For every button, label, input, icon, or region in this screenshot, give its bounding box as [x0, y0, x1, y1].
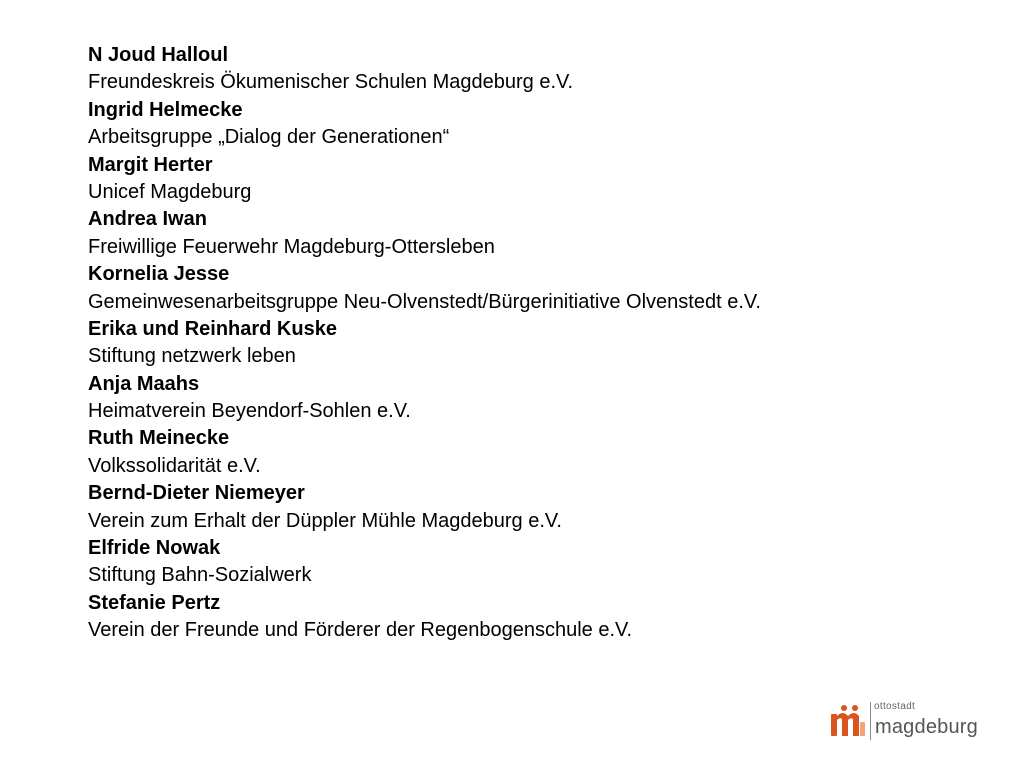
- person-name: Stefanie Pertz: [88, 591, 221, 614]
- honoree-list: [88, 42, 988, 645]
- organization-name: Gemeinwesenarbeitsgruppe Neu-Olvenstedt/Bürgerinitiative Olvenstedt e.V.: [88, 290, 761, 313]
- organization-name: Freiwillige Feuerwehr Magdeburg-Ottersleben: [88, 235, 495, 258]
- organization-name: Verein der Freunde und Förderer der Regenbogenschule e.V.: [88, 619, 633, 642]
- organization-name: Stiftung Bahn-Sozialwerk: [88, 564, 312, 587]
- list-item: [88, 371, 988, 426]
- person-name: Ruth Meinecke: [88, 427, 230, 450]
- organization-name: Arbeitsgruppe „Dialog der Generationen“: [88, 126, 450, 149]
- organization-name: Heimatverein Beyendorf-Sohlen e.V.: [88, 400, 411, 423]
- organization-name: Verein zum Erhalt der Düppler Mühle Magdeburg e.V.: [88, 509, 562, 532]
- list-item: [88, 261, 988, 316]
- organization-name: Stiftung netzwerk leben: [88, 345, 296, 368]
- logo-big-text: magdeburg: [875, 716, 978, 738]
- list-item: [88, 97, 988, 152]
- person-name: Ingrid Helmecke: [88, 98, 243, 121]
- person-name: Margit Herter: [88, 153, 213, 176]
- person-name: Andrea Iwan: [88, 208, 207, 231]
- person-name: N Joud Halloul: [88, 44, 228, 66]
- logo-small-text: ottostadt: [874, 701, 916, 712]
- organization-name: Volkssolidarität e.V.: [88, 454, 261, 477]
- organization-name: Freundeskreis Ökumenischer Schulen Magdeburg e.V.: [88, 71, 574, 94]
- person-name: Bernd-Dieter Niemeyer: [88, 482, 305, 505]
- list-item: [88, 590, 988, 645]
- list-item: [88, 535, 988, 590]
- list-item: [88, 152, 988, 207]
- person-name: Elfride Nowak: [88, 537, 221, 560]
- ottostadt-magdeburg-logo: [830, 700, 980, 744]
- logo-divider: [870, 702, 871, 740]
- person-name: Erika und Reinhard Kuske: [88, 317, 337, 340]
- ottostadt-m-logo-icon: [830, 704, 866, 738]
- list-item: [88, 425, 988, 480]
- person-name: Anja Maahs: [88, 372, 200, 395]
- person-name: Kornelia Jesse: [88, 263, 230, 286]
- list-item: [88, 42, 988, 97]
- list-item: [88, 206, 988, 261]
- organization-name: Unicef Magdeburg: [88, 180, 252, 203]
- list-item: [88, 480, 988, 535]
- list-item: [88, 316, 988, 371]
